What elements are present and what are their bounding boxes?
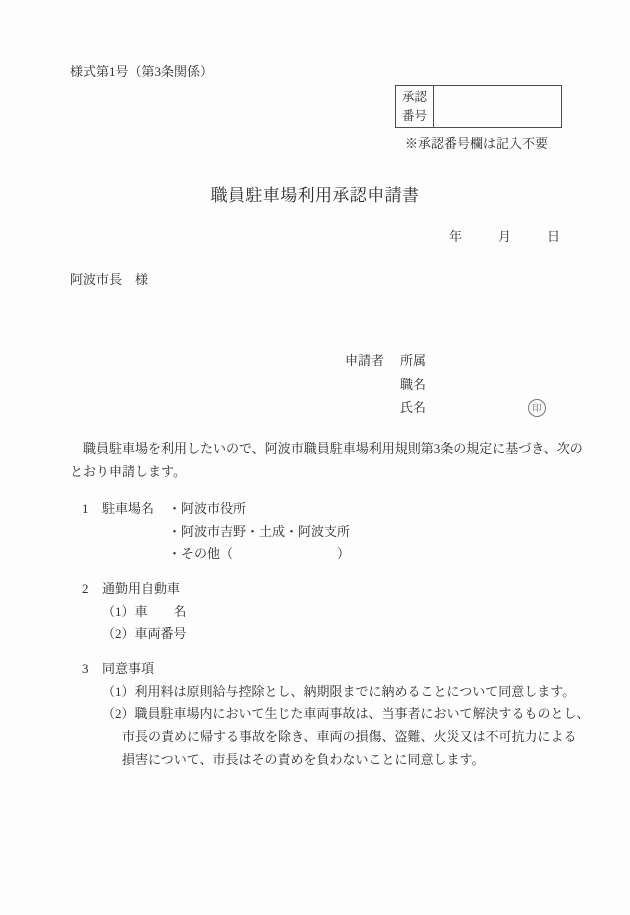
section-line: 市長の責めに帰する事故を除き、車両の損傷、盗難、火災又は不可抗力による [122,729,577,745]
section-title: 通勤用自動車 [102,581,181,596]
section-commute-vehicle [0,578,630,646]
document-title: 職員駐車場利用承認申請書 [210,186,420,205]
applicant-label: 申請者 [345,353,385,368]
section-number: 1 [82,501,89,516]
applicant-block [345,349,542,420]
intro-line-2: とおり申請します。 [70,463,186,479]
approval-label-line2: 番号 [401,108,427,123]
approval-number-box [395,85,562,128]
approval-note: ※承認番号欄は記入不要 [405,136,549,151]
date-line [449,228,560,245]
intro-paragraph [70,438,590,483]
approval-label-line1: 承認 [401,90,427,104]
section-consent [0,658,630,771]
addressee: 阿波市長 様 [70,272,149,287]
position-label: 職名 [400,376,427,392]
year-label: 年 [449,229,463,244]
section-1-header [0,498,630,521]
month-label: 月 [498,229,512,244]
section-3-header [0,658,630,681]
section-line: ・阿波市役所 [168,501,247,516]
section-line: （2）職員駐車場内において生じた車両事故は、当事者において解決するものとし、 [102,706,590,722]
seal-character: 印 [532,402,542,413]
section-line: ・その他（ ） [168,546,351,562]
approval-number-value [434,86,561,127]
section-number: 2 [82,581,89,596]
section-title: 同意事項 [102,661,155,676]
section-2-header [0,578,630,601]
applicant-name-row [345,396,542,420]
applicant-position-row [345,373,426,397]
approval-number-label [396,86,434,127]
section-title: 駐車場名 [102,501,155,516]
affiliation-label: 所属 [400,353,427,368]
intro-line-1: 職員駐車場を利用したいので、阿波市職員駐車場利用規則第3条の規定に基づき、次の [70,441,583,456]
section-line: ・阿波市吉野・土成・阿波支所 [168,523,351,539]
section-line: 損害について、市長はその責めを負わないことに同意します。 [122,751,485,767]
day-label: 日 [547,229,561,244]
applicant-affiliation-row [345,349,426,373]
form-number: 様式第1号（第3条関係） [70,64,214,79]
section-line: （1）車 名 [102,603,187,619]
seal-icon [528,399,546,417]
name-label: 氏名 [400,400,427,415]
section-line: （1）利用料は原則給与控除とし、納期限までに納めることについて同意します。 [102,683,576,699]
section-line: （2）車両番号 [102,626,187,642]
section-number: 3 [82,661,89,676]
section-parking-name [0,498,630,566]
